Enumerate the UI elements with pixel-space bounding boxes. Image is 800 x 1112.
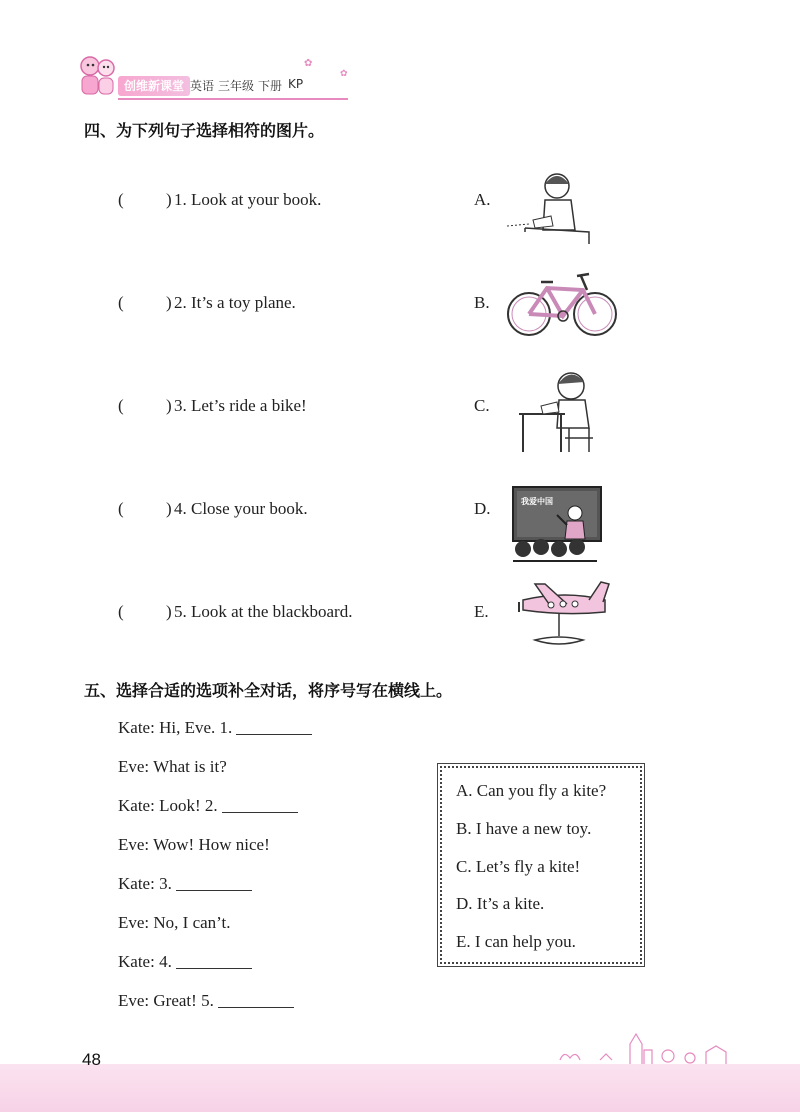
boy-reading-at-desk-picture	[505, 166, 595, 246]
question-4: 4. Close your book.	[174, 499, 308, 518]
option-a: A. Can you fly a kite?	[456, 781, 607, 800]
brand-badge: 创维新课堂	[118, 76, 190, 96]
answer-blank-3[interactable]	[176, 874, 252, 891]
answer-paren-open: (	[118, 190, 124, 209]
edition-label: KP	[288, 77, 304, 91]
section-5-title: 五、选择合适的选项补全对话，将序号写在横线上。	[84, 681, 453, 700]
page-number: 48	[82, 1050, 101, 1069]
dialogue-text: Kate: 3.	[118, 874, 172, 893]
picture-letter-b: B.	[474, 293, 490, 312]
answer-paren-open: (	[118, 293, 124, 312]
question-1: 1. Look at your book.	[174, 190, 322, 209]
teacher-blackboard-picture	[505, 485, 605, 563]
dialogue-line-5	[118, 874, 252, 894]
footer-castle-decoration	[540, 1020, 740, 1070]
dialogue-text: Kate: 4.	[118, 952, 172, 971]
dialogue-text: Kate: Hi, Eve. 1.	[118, 718, 233, 737]
answer-blank-4[interactable]	[176, 952, 252, 969]
question-5: 5. Look at the blackboard.	[174, 602, 353, 621]
picture-letter-d: D.	[474, 499, 491, 518]
toy-plane-picture	[505, 578, 615, 650]
answer-paren-close: )	[166, 293, 172, 312]
question-3: 3. Let’s ride a bike!	[174, 396, 307, 415]
option-b: B. I have a new toy.	[456, 819, 592, 838]
picture-letter-c: C.	[474, 396, 490, 415]
answer-paren-close: )	[166, 396, 172, 415]
dialogue-line-7	[118, 952, 252, 972]
option-e: E. I can help you.	[456, 932, 576, 951]
dialogue-line-2	[118, 757, 227, 777]
option-d: D. It’s a kite.	[456, 894, 545, 913]
dialogue-text: Kate: Look! 2.	[118, 796, 218, 815]
blackboard-text: 我爱中国	[521, 497, 553, 506]
answer-paren-close: )	[166, 499, 172, 518]
dialogue-text: Eve: What is it?	[118, 757, 227, 776]
svg-text:✿: ✿	[340, 68, 348, 78]
boy-closing-book-picture	[505, 366, 595, 456]
dialogue-text: Eve: No, I can’t.	[118, 913, 231, 932]
section-4-title: 四、为下列句子选择相符的图片。	[84, 121, 325, 140]
answer-blank-5[interactable]	[218, 991, 294, 1008]
answer-paren-open: (	[118, 602, 124, 621]
dialogue-line-8	[118, 991, 294, 1011]
answer-paren-open: (	[118, 499, 124, 518]
bicycle-picture	[505, 268, 620, 340]
dialogue-line-6	[118, 913, 231, 933]
header-cartoon-logo	[76, 52, 120, 100]
header-underline	[118, 98, 348, 100]
header-stars-decoration	[300, 54, 360, 84]
answer-paren-close: )	[166, 602, 172, 621]
grade-label: 三年级	[218, 79, 255, 93]
answer-paren-open: (	[118, 396, 124, 415]
subject-label: 英语	[190, 79, 215, 93]
answer-paren-close: )	[166, 190, 172, 209]
dialogue-text: Eve: Wow! How nice!	[118, 835, 270, 854]
answer-blank-1[interactable]	[236, 718, 312, 735]
dialogue-text: Eve: Great! 5.	[118, 991, 214, 1010]
footer-band	[0, 1064, 800, 1112]
dialogue-line-4	[118, 835, 270, 855]
dialogue-line-3	[118, 796, 298, 816]
question-2: 2. It’s a toy plane.	[174, 293, 296, 312]
picture-letter-a: A.	[474, 190, 491, 209]
svg-text:✿: ✿	[304, 58, 313, 69]
volume-label: 下册	[258, 79, 283, 93]
dialogue-line-1	[118, 718, 312, 738]
answer-blank-2[interactable]	[222, 796, 298, 813]
picture-letter-e: E.	[474, 602, 489, 621]
option-c: C. Let’s fly a kite!	[456, 857, 581, 876]
